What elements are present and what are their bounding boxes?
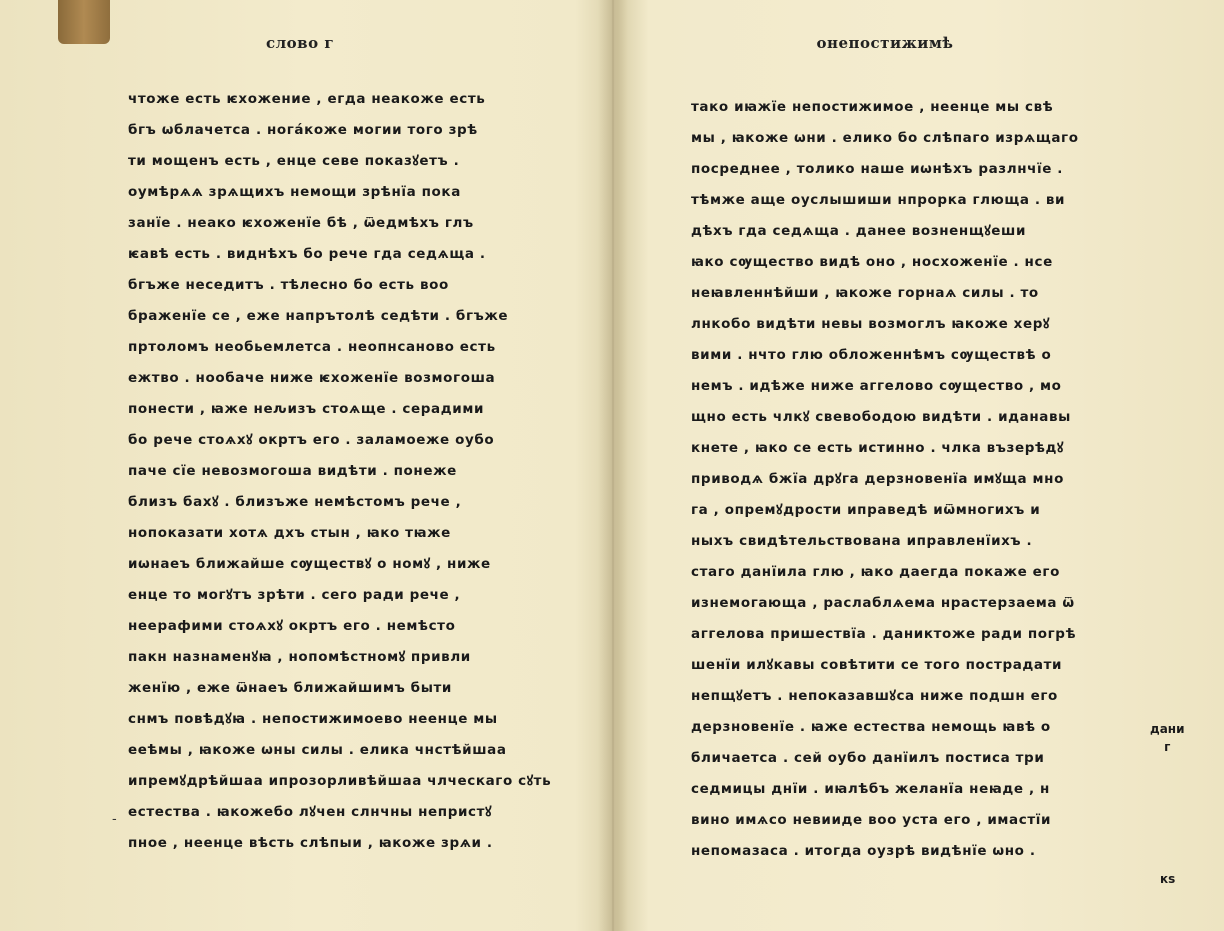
text-line: ѥавѣ есть . виднѣхъ бо рече гда седѧща .	[128, 246, 486, 262]
left-text-block	[128, 84, 551, 859]
text-line: шенїи илꙋкавы совѣтити се того пострадати	[691, 657, 1063, 673]
text-line: ежтво . нообаче ниже ѥхоженїе возмогоша	[128, 370, 496, 386]
text-line: оумѣрѧѧ зрѧщихъ немощи зрѣнїа пока	[128, 184, 461, 200]
text-line: приводѧ бжїа дрꙋга дерзновенїа имꙋща мно	[691, 471, 1064, 487]
text-line: енце то могꙋтъ зрѣти . сего ради рече ,	[128, 587, 461, 603]
text-line: иѡнаеъ ближайше сѹществꙋ о номꙋ , ниже	[128, 556, 491, 572]
text-line: неꙗвленнѣйши , ꙗкоже горнаѧ силы . то	[691, 285, 1039, 301]
margin-note-line: г	[1164, 740, 1171, 754]
text-line: кнете , ꙗко се есть истинно . члка възерѣдꙋ	[691, 440, 1064, 456]
text-line: бличаетса . сей оубо данїилъ постиса три	[691, 750, 1045, 766]
margin-note-line: дани	[1150, 722, 1185, 736]
text-line: непщꙋетъ . непоказавшꙋса ниже подшн его	[691, 688, 1058, 704]
text-line: немъ . идѣже ниже аггелово сѹщество , мо	[691, 378, 1062, 394]
text-line: бгъ ѡблачетса . нога́коже могии того зрѣ	[128, 122, 478, 138]
text-line: непомазаса . итогда оузрѣ видѣнїе ѡно .	[691, 843, 1036, 859]
text-line: естества . ꙗкожебо лꙋчен слнчны непристꙋ	[128, 804, 492, 820]
text-line: чтоже есть ѥхожение , егда неакоже есть	[128, 91, 486, 107]
text-line: браженїе се , еже напрътолѣ седѣти . бгъже	[128, 308, 509, 324]
page-signature: кѕ	[1160, 872, 1176, 886]
text-line: щно есть члкꙋ свевободою видѣти . иданавы	[691, 409, 1071, 425]
text-line: вими . нчто глю обложеннѣмъ сѹществѣ о	[691, 347, 1052, 363]
text-line: га , опремꙋдрости иправедѣ иѿмногихъ и	[691, 502, 1041, 518]
left-running-header: слово г	[265, 34, 335, 52]
text-line: близъ бахꙋ . близъже немѣстомъ рече ,	[128, 494, 462, 510]
text-line: тако иꙗжїе непостижимое , неенце мы свѣ	[691, 99, 1054, 115]
text-line: пакн назнаменꙋꙗ , нопомѣстномꙋ привли	[128, 649, 471, 665]
text-line: ипремꙋдрѣйшаа ипрозорливѣйшаа члческаго сꙋть	[128, 773, 552, 789]
text-line: бо рече стоѧхꙋ окртъ его . заламоеже оубо	[128, 432, 495, 448]
text-line: неерафими стоѧхꙋ окртъ его . немѣсто	[128, 618, 456, 634]
text-line: вино имѧсо невииде воо уста его , имастїи	[691, 812, 1052, 828]
text-line: посреднее , толико наше иѡнѣхъ разлнчїе .	[691, 161, 1064, 177]
text-line: мы , ꙗкоже ѡни . елико бо слѣпаго изрѧщаго	[691, 130, 1079, 146]
book-gutter	[598, 0, 628, 931]
text-line: паче сїе невозмогоша видѣти . понеже	[128, 463, 457, 479]
text-line: дерзновенїе . ꙗже естества немощь ꙗвѣ о	[691, 719, 1051, 735]
text-line: аггелова пришествїа . даниктоже ради погрѣ	[691, 626, 1077, 642]
text-line: бгъже неседитъ . тѣлесно бо есть воо	[128, 277, 449, 293]
margin-note	[1150, 720, 1185, 756]
text-line: женїю , еже ѿнаеъ ближайшимъ быти	[128, 680, 452, 696]
text-line: ꙗко сѹщество видѣ оно , носхоженїе . нсе	[691, 254, 1053, 270]
text-line: дѣхъ гда седѧща . данее возненщꙋеши	[691, 223, 1027, 239]
right-running-header: онепостижимѣ	[816, 34, 954, 52]
text-line: пное , неенце вѣсть слѣпыи , ꙗкоже зрѧи .	[128, 835, 493, 851]
text-line: ееѣмы , ꙗкоже ѡны силы . елика чнстѣйшаа	[128, 742, 507, 758]
right-page	[625, 0, 1224, 931]
text-line: снмъ повѣдꙋꙗ . непостижимоево неенце мы	[128, 711, 498, 727]
text-line: стаго данїила глю , ꙗко даегда покаже его	[691, 564, 1060, 580]
text-line: пртоломъ необьемлетса . неопнсаново есть	[128, 339, 496, 355]
left-margin-dash: -	[112, 812, 117, 827]
text-line: изнемогающа , раслаблѧема нрастерзаема ѿ	[691, 595, 1075, 611]
text-line: лнкобо видѣти невы возмоглъ ꙗкоже херꙋ	[691, 316, 1050, 332]
text-line: ти мощенъ есть , енце севе показꙋетъ .	[128, 153, 460, 169]
right-text-block	[691, 92, 1079, 867]
text-line: тѣмже аще оуслышиши нпрорка глюща . ви	[691, 192, 1066, 208]
text-line: нопоказати хотѧ дхъ стын , ꙗко тꙗже	[128, 525, 451, 541]
text-line: понести , ꙗже неԉизъ стоѧще . серадими	[128, 401, 485, 417]
text-line: занїе . неако ѥхоженїе бѣ , ѿедмѣхъ глъ	[128, 215, 474, 231]
text-line: седмицы днїи . иꙗлѣбъ желанїа неꙗде , н	[691, 781, 1050, 797]
left-page	[0, 0, 600, 931]
text-line: ныхъ свидѣтельствована иправленїихъ .	[691, 533, 1033, 549]
